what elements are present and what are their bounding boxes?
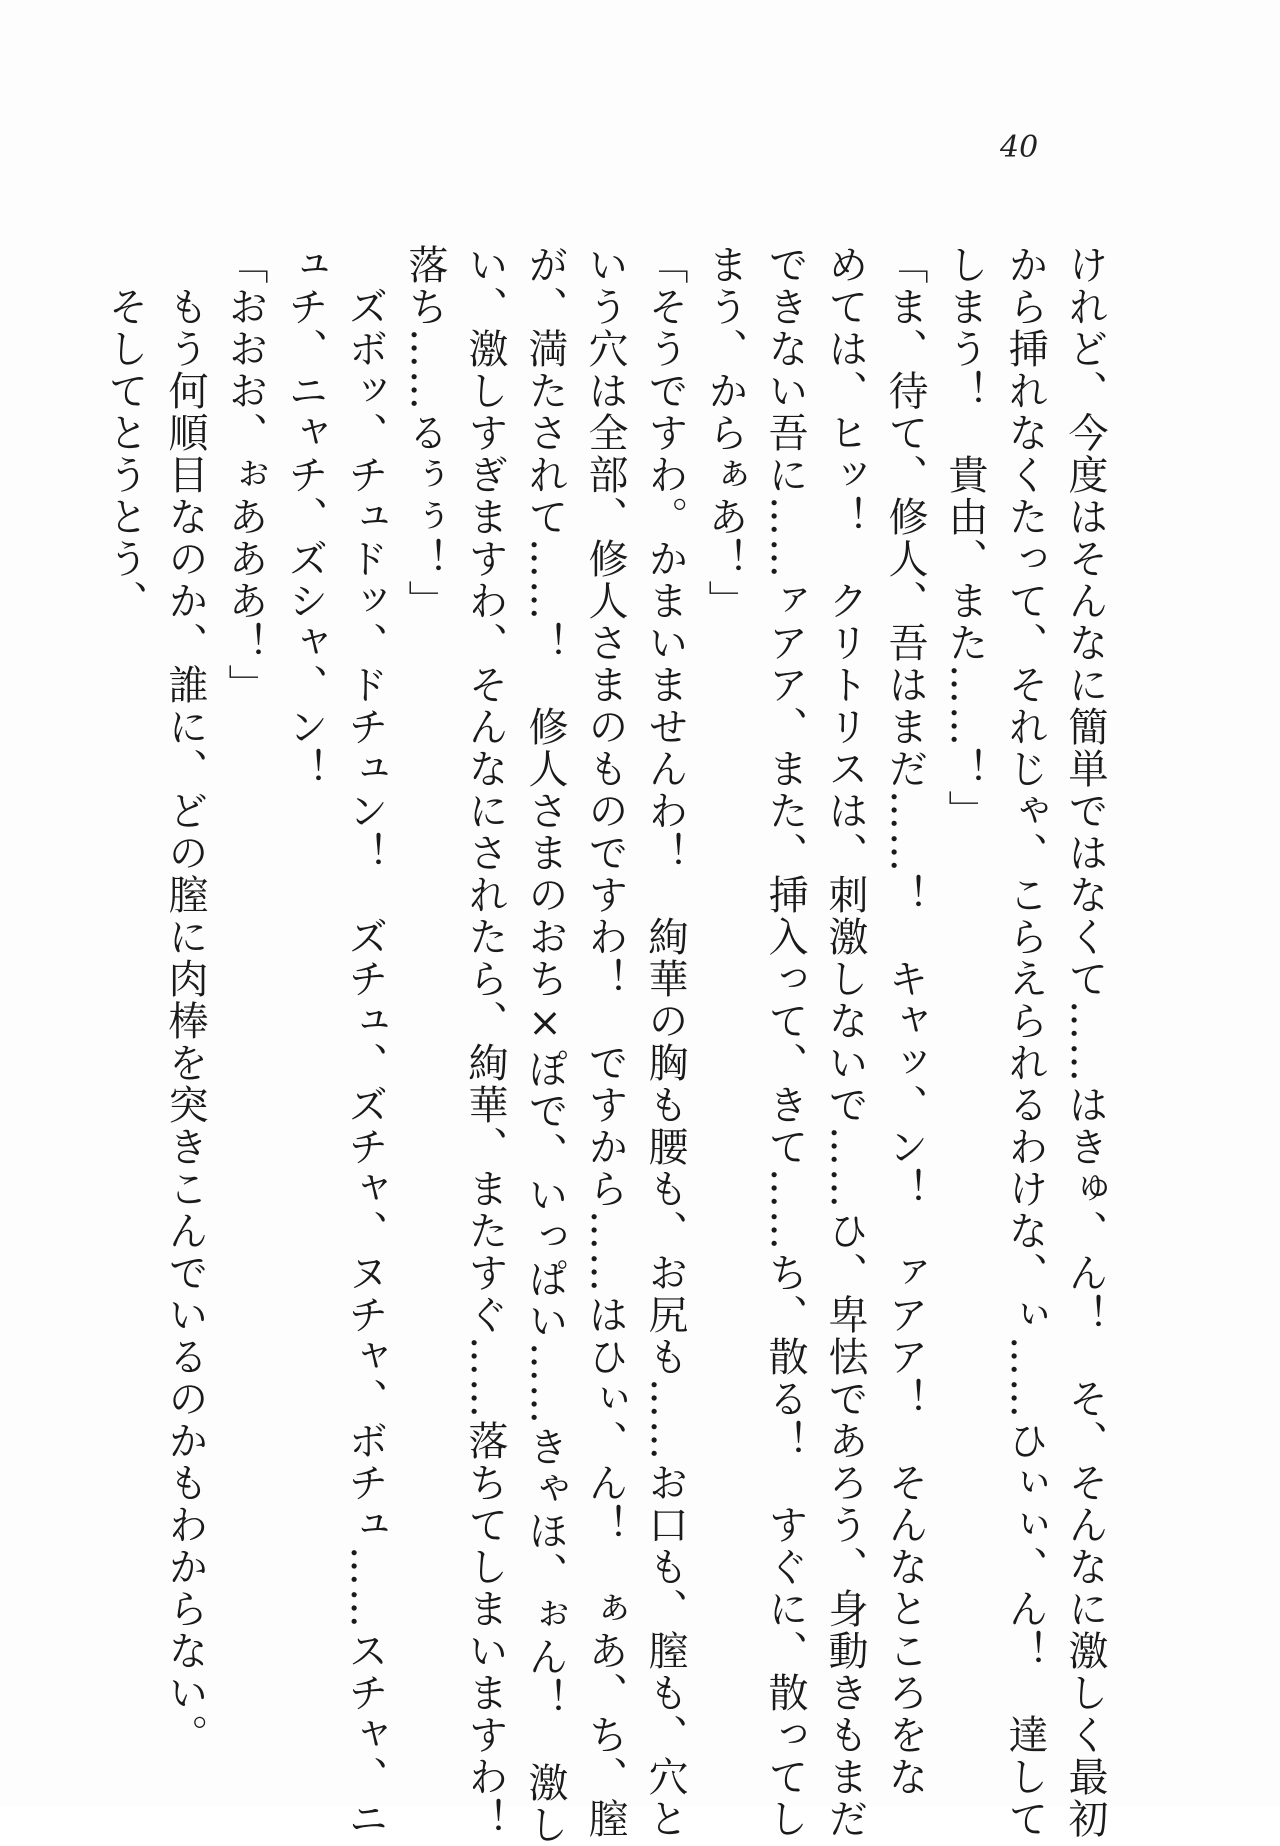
text-line: ズボッ、チュドッ、ドチュン！ ズチュ、ズチャ、ヌチャ、ボチュ……スチャ、ニ (342, 244, 388, 1840)
text-line: まう、からぁあ！」 (702, 244, 748, 622)
page-number: 40 (1000, 130, 1039, 165)
text-line: 「そうですわ。かまいませんわ！ 絢華の胸も腰も、お尻も……お口も、膣も、穴と (642, 244, 688, 1840)
text-line: けれど、今度はそんなに簡単ではなくて……はきゅ、ん！ そ、そんなに激しく最初 (1062, 244, 1108, 1840)
text-line: 「おおお、ぉあああ！」 (222, 244, 268, 706)
text-line: 「ま、待て、修人、吾はまだ……！ キャッ、ン！ ァアア！ そんなところをな (882, 244, 928, 1798)
text-line: めては、ヒッ！ クリトリスは、刺激しないで……ひ、卑怯であろう、身動きもまだ (822, 244, 868, 1840)
text-line: 落ち……るぅぅ！」 (402, 244, 448, 622)
text-line: から挿れなくたって、それじゃ、こらえられるわけな、ぃ……ひぃぃ、ん！ 達して (1002, 244, 1048, 1840)
text-line: そしてとうとう、 (102, 244, 148, 622)
text-line: もう何順目なのか、誰に、どの膣に肉棒を突きこんでいるのかもわからない。 (162, 244, 208, 1756)
body-text (95, 244, 1115, 1846)
text-line: ュチ、ニャチ、ズシャ、ン！ (282, 244, 328, 790)
text-line: いう穴は全部、修人さまのものですわ！ ですから……はひぃ、ん！ ぁあ、ち、膣 (582, 244, 628, 1840)
text-line: い、激しすぎますわ、そんなにされたら、絢華、またすぐ……落ちてしまいますわ！ (462, 244, 508, 1840)
text-line: しまう！ 貴由、また……！」 (942, 244, 988, 832)
text-line: が、満たされて……！ 修人さまのおち×ぽで、いっぱい……きゃほ、ぉん！ 激し (522, 244, 568, 1846)
text-line: できない吾に……ァアア、また、挿入って、きて……ち、散る！ すぐに、散ってし (762, 244, 808, 1840)
